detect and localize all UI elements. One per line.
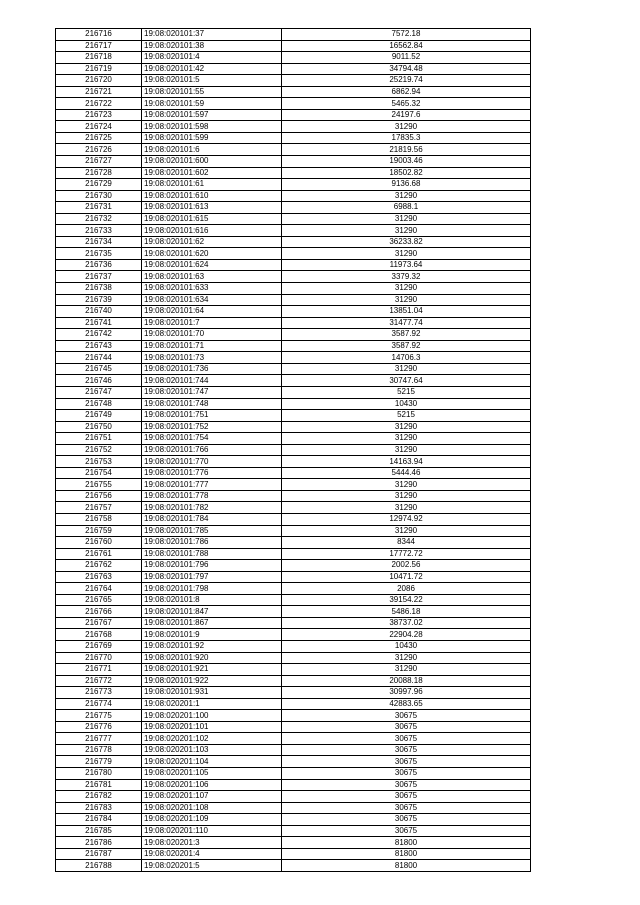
cadastral-number-cell: 19:08:020101:37 bbox=[142, 29, 282, 41]
row-id-cell: 216783 bbox=[56, 802, 142, 814]
row-id-cell: 216733 bbox=[56, 225, 142, 237]
value-cell: 14163.94 bbox=[282, 456, 531, 468]
value-cell: 5444.46 bbox=[282, 467, 531, 479]
cadastral-number-cell: 19:08:020101:620 bbox=[142, 248, 282, 260]
table-row bbox=[56, 190, 531, 202]
value-cell: 31290 bbox=[282, 294, 531, 306]
row-id-cell: 216773 bbox=[56, 687, 142, 699]
value-cell: 5486.18 bbox=[282, 606, 531, 618]
value-cell: 31290 bbox=[282, 444, 531, 456]
row-id-cell: 216724 bbox=[56, 121, 142, 133]
value-cell: 13851.04 bbox=[282, 306, 531, 318]
cadastral-number-cell: 19:08:020201:4 bbox=[142, 848, 282, 860]
cadastral-number-cell: 19:08:020101:38 bbox=[142, 40, 282, 52]
value-cell: 5215 bbox=[282, 386, 531, 398]
cadastral-number-cell: 19:08:020101:788 bbox=[142, 548, 282, 560]
cadastral-number-cell: 19:08:020101:752 bbox=[142, 421, 282, 433]
table-row bbox=[56, 571, 531, 583]
value-cell: 30675 bbox=[282, 779, 531, 791]
value-cell: 31290 bbox=[282, 479, 531, 491]
cadastral-number-cell: 19:08:020101:633 bbox=[142, 283, 282, 295]
table-row bbox=[56, 29, 531, 41]
value-cell: 5215 bbox=[282, 410, 531, 422]
value-cell: 31290 bbox=[282, 652, 531, 664]
row-id-cell: 216742 bbox=[56, 329, 142, 341]
cadastral-number-cell: 19:08:020101:600 bbox=[142, 156, 282, 168]
cadastral-number-cell: 19:08:020101:796 bbox=[142, 560, 282, 572]
cadastral-number-cell: 19:08:020101:797 bbox=[142, 571, 282, 583]
table-row bbox=[56, 640, 531, 652]
row-id-cell: 216756 bbox=[56, 490, 142, 502]
value-cell: 2002.56 bbox=[282, 560, 531, 572]
row-id-cell: 216720 bbox=[56, 75, 142, 87]
value-cell: 21819.56 bbox=[282, 144, 531, 156]
row-id-cell: 216740 bbox=[56, 306, 142, 318]
row-id-cell: 216758 bbox=[56, 513, 142, 525]
cadastral-number-cell: 19:08:020101:6 bbox=[142, 144, 282, 156]
cadastral-number-cell: 19:08:020201:110 bbox=[142, 825, 282, 837]
row-id-cell: 216753 bbox=[56, 456, 142, 468]
value-cell: 25219.74 bbox=[282, 75, 531, 87]
row-id-cell: 216752 bbox=[56, 444, 142, 456]
row-id-cell: 216782 bbox=[56, 791, 142, 803]
table-row bbox=[56, 410, 531, 422]
table-row bbox=[56, 259, 531, 271]
cadastral-number-cell: 19:08:020101:5 bbox=[142, 75, 282, 87]
table-row bbox=[56, 294, 531, 306]
table-row bbox=[56, 583, 531, 595]
row-id-cell: 216728 bbox=[56, 167, 142, 179]
row-id-cell: 216770 bbox=[56, 652, 142, 664]
table-row bbox=[56, 225, 531, 237]
value-cell: 2086 bbox=[282, 583, 531, 595]
cadastral-number-cell: 19:08:020101:785 bbox=[142, 525, 282, 537]
table-row bbox=[56, 629, 531, 641]
row-id-cell: 216771 bbox=[56, 664, 142, 676]
table-row bbox=[56, 40, 531, 52]
cadastral-number-cell: 19:08:020101:63 bbox=[142, 271, 282, 283]
table-row bbox=[56, 109, 531, 121]
cadastral-number-cell: 19:08:020101:777 bbox=[142, 479, 282, 491]
value-cell: 18502.82 bbox=[282, 167, 531, 179]
row-id-cell: 216776 bbox=[56, 721, 142, 733]
row-id-cell: 216761 bbox=[56, 548, 142, 560]
cadastral-number-cell: 19:08:020101:616 bbox=[142, 225, 282, 237]
table-row bbox=[56, 329, 531, 341]
table-row bbox=[56, 202, 531, 214]
row-id-cell: 216786 bbox=[56, 837, 142, 849]
table-row bbox=[56, 502, 531, 514]
row-id-cell: 216774 bbox=[56, 698, 142, 710]
row-id-cell: 216726 bbox=[56, 144, 142, 156]
value-cell: 3379.32 bbox=[282, 271, 531, 283]
cadastral-number-cell: 19:08:020101:922 bbox=[142, 675, 282, 687]
value-cell: 31290 bbox=[282, 433, 531, 445]
row-id-cell: 216763 bbox=[56, 571, 142, 583]
value-cell: 42883.65 bbox=[282, 698, 531, 710]
cadastral-number-cell: 19:08:020101:747 bbox=[142, 386, 282, 398]
row-id-cell: 216749 bbox=[56, 410, 142, 422]
row-id-cell: 216764 bbox=[56, 583, 142, 595]
row-id-cell: 216746 bbox=[56, 375, 142, 387]
value-cell: 31290 bbox=[282, 363, 531, 375]
row-id-cell: 216725 bbox=[56, 132, 142, 144]
value-cell: 24197.6 bbox=[282, 109, 531, 121]
row-id-cell: 216751 bbox=[56, 433, 142, 445]
row-id-cell: 216745 bbox=[56, 363, 142, 375]
row-id-cell: 216731 bbox=[56, 202, 142, 214]
cadastral-number-cell: 19:08:020201:105 bbox=[142, 768, 282, 780]
row-id-cell: 216727 bbox=[56, 156, 142, 168]
row-id-cell: 216787 bbox=[56, 848, 142, 860]
table-row bbox=[56, 467, 531, 479]
cadastral-number-cell: 19:08:020101:615 bbox=[142, 213, 282, 225]
row-id-cell: 216780 bbox=[56, 768, 142, 780]
value-cell: 39154.22 bbox=[282, 594, 531, 606]
cadastral-number-cell: 19:08:020101:4 bbox=[142, 52, 282, 64]
row-id-cell: 216765 bbox=[56, 594, 142, 606]
table-row bbox=[56, 283, 531, 295]
value-cell: 3587.92 bbox=[282, 329, 531, 341]
table-row bbox=[56, 386, 531, 398]
row-id-cell: 216747 bbox=[56, 386, 142, 398]
table-row bbox=[56, 802, 531, 814]
table-row bbox=[56, 52, 531, 64]
row-id-cell: 216772 bbox=[56, 675, 142, 687]
value-cell: 30675 bbox=[282, 733, 531, 745]
table-row bbox=[56, 756, 531, 768]
value-cell: 10471.72 bbox=[282, 571, 531, 583]
cadastral-number-cell: 19:08:020101:847 bbox=[142, 606, 282, 618]
cadastral-number-cell: 19:08:020101:9 bbox=[142, 629, 282, 641]
row-id-cell: 216723 bbox=[56, 109, 142, 121]
cadastral-number-cell: 19:08:020201:109 bbox=[142, 814, 282, 826]
table-row bbox=[56, 86, 531, 98]
value-cell: 31290 bbox=[282, 664, 531, 676]
table-row bbox=[56, 744, 531, 756]
cadastral-number-cell: 19:08:020101:61 bbox=[142, 179, 282, 191]
cadastral-number-cell: 19:08:020101:8 bbox=[142, 594, 282, 606]
row-id-cell: 216766 bbox=[56, 606, 142, 618]
row-id-cell: 216775 bbox=[56, 710, 142, 722]
table-row bbox=[56, 594, 531, 606]
table-row bbox=[56, 606, 531, 618]
table-row bbox=[56, 848, 531, 860]
value-cell: 31290 bbox=[282, 248, 531, 260]
value-cell: 31477.74 bbox=[282, 317, 531, 329]
table-row bbox=[56, 317, 531, 329]
value-cell: 12974.92 bbox=[282, 513, 531, 525]
cadastral-number-cell: 19:08:020201:101 bbox=[142, 721, 282, 733]
table-row bbox=[56, 248, 531, 260]
cadastral-number-cell: 19:08:020201:102 bbox=[142, 733, 282, 745]
value-cell: 16562.84 bbox=[282, 40, 531, 52]
cadastral-number-cell: 19:08:020101:55 bbox=[142, 86, 282, 98]
value-cell: 30675 bbox=[282, 756, 531, 768]
table-row bbox=[56, 779, 531, 791]
row-id-cell: 216738 bbox=[56, 283, 142, 295]
table-row bbox=[56, 375, 531, 387]
value-cell: 36233.82 bbox=[282, 236, 531, 248]
data-table bbox=[55, 28, 531, 872]
table-row bbox=[56, 156, 531, 168]
value-cell: 30675 bbox=[282, 721, 531, 733]
value-cell: 17772.72 bbox=[282, 548, 531, 560]
table-row bbox=[56, 444, 531, 456]
cadastral-number-cell: 19:08:020201:108 bbox=[142, 802, 282, 814]
row-id-cell: 216743 bbox=[56, 340, 142, 352]
value-cell: 9011.52 bbox=[282, 52, 531, 64]
row-id-cell: 216719 bbox=[56, 63, 142, 75]
table-row bbox=[56, 825, 531, 837]
cadastral-number-cell: 19:08:020101:867 bbox=[142, 617, 282, 629]
table-row bbox=[56, 213, 531, 225]
table-row bbox=[56, 664, 531, 676]
row-id-cell: 216778 bbox=[56, 744, 142, 756]
table-row bbox=[56, 837, 531, 849]
cadastral-number-cell: 19:08:020101:599 bbox=[142, 132, 282, 144]
cadastral-number-cell: 19:08:020101:776 bbox=[142, 467, 282, 479]
value-cell: 11973.64 bbox=[282, 259, 531, 271]
row-id-cell: 216736 bbox=[56, 259, 142, 271]
value-cell: 17835.3 bbox=[282, 132, 531, 144]
cadastral-number-cell: 19:08:020201:100 bbox=[142, 710, 282, 722]
table-row bbox=[56, 352, 531, 364]
cadastral-number-cell: 19:08:020201:103 bbox=[142, 744, 282, 756]
table-row bbox=[56, 537, 531, 549]
value-cell: 6862.94 bbox=[282, 86, 531, 98]
row-id-cell: 216722 bbox=[56, 98, 142, 110]
row-id-cell: 216744 bbox=[56, 352, 142, 364]
row-id-cell: 216717 bbox=[56, 40, 142, 52]
table-row bbox=[56, 63, 531, 75]
row-id-cell: 216781 bbox=[56, 779, 142, 791]
cadastral-number-cell: 19:08:020101:766 bbox=[142, 444, 282, 456]
value-cell: 19003.46 bbox=[282, 156, 531, 168]
value-cell: 20088.18 bbox=[282, 675, 531, 687]
row-id-cell: 216718 bbox=[56, 52, 142, 64]
cadastral-number-cell: 19:08:020101:921 bbox=[142, 664, 282, 676]
cadastral-number-cell: 19:08:020201:3 bbox=[142, 837, 282, 849]
value-cell: 31290 bbox=[282, 502, 531, 514]
row-id-cell: 216777 bbox=[56, 733, 142, 745]
row-id-cell: 216737 bbox=[56, 271, 142, 283]
cadastral-number-cell: 19:08:020101:42 bbox=[142, 63, 282, 75]
table-row bbox=[56, 271, 531, 283]
cadastral-number-cell: 19:08:020101:784 bbox=[142, 513, 282, 525]
row-id-cell: 216757 bbox=[56, 502, 142, 514]
cadastral-number-cell: 19:08:020101:624 bbox=[142, 259, 282, 271]
value-cell: 30675 bbox=[282, 802, 531, 814]
value-cell: 81800 bbox=[282, 848, 531, 860]
cadastral-number-cell: 19:08:020101:598 bbox=[142, 121, 282, 133]
cadastral-number-cell: 19:08:020101:931 bbox=[142, 687, 282, 699]
cadastral-number-cell: 19:08:020101:770 bbox=[142, 456, 282, 468]
value-cell: 30997.96 bbox=[282, 687, 531, 699]
table-row bbox=[56, 687, 531, 699]
table-body bbox=[56, 29, 531, 872]
table-row bbox=[56, 525, 531, 537]
row-id-cell: 216741 bbox=[56, 317, 142, 329]
cadastral-number-cell: 19:08:020201:106 bbox=[142, 779, 282, 791]
table-row bbox=[56, 814, 531, 826]
value-cell: 81800 bbox=[282, 837, 531, 849]
row-id-cell: 216785 bbox=[56, 825, 142, 837]
cadastral-number-cell: 19:08:020101:744 bbox=[142, 375, 282, 387]
value-cell: 30675 bbox=[282, 744, 531, 756]
table-row bbox=[56, 179, 531, 191]
table-row bbox=[56, 306, 531, 318]
value-cell: 81800 bbox=[282, 860, 531, 872]
value-cell: 30675 bbox=[282, 710, 531, 722]
cadastral-number-cell: 19:08:020201:1 bbox=[142, 698, 282, 710]
row-id-cell: 216739 bbox=[56, 294, 142, 306]
cadastral-number-cell: 19:08:020101:786 bbox=[142, 537, 282, 549]
value-cell: 30675 bbox=[282, 768, 531, 780]
row-id-cell: 216762 bbox=[56, 560, 142, 572]
table-row bbox=[56, 860, 531, 872]
table-row bbox=[56, 433, 531, 445]
table-row bbox=[56, 421, 531, 433]
cadastral-number-cell: 19:08:020101:782 bbox=[142, 502, 282, 514]
cadastral-number-cell: 19:08:020101:748 bbox=[142, 398, 282, 410]
table-row bbox=[56, 698, 531, 710]
value-cell: 31290 bbox=[282, 421, 531, 433]
value-cell: 31290 bbox=[282, 283, 531, 295]
value-cell: 8344 bbox=[282, 537, 531, 549]
row-id-cell: 216716 bbox=[56, 29, 142, 41]
value-cell: 14706.3 bbox=[282, 352, 531, 364]
table-row bbox=[56, 710, 531, 722]
cadastral-number-cell: 19:08:020101:736 bbox=[142, 363, 282, 375]
row-id-cell: 216750 bbox=[56, 421, 142, 433]
value-cell: 30675 bbox=[282, 825, 531, 837]
row-id-cell: 216755 bbox=[56, 479, 142, 491]
row-id-cell: 216767 bbox=[56, 617, 142, 629]
cadastral-number-cell: 19:08:020101:71 bbox=[142, 340, 282, 352]
table-row bbox=[56, 98, 531, 110]
value-cell: 22904.28 bbox=[282, 629, 531, 641]
table-row bbox=[56, 490, 531, 502]
table-row bbox=[56, 560, 531, 572]
cadastral-number-cell: 19:08:020101:62 bbox=[142, 236, 282, 248]
row-id-cell: 216729 bbox=[56, 179, 142, 191]
table-row bbox=[56, 768, 531, 780]
table-row bbox=[56, 617, 531, 629]
value-cell: 31290 bbox=[282, 490, 531, 502]
cadastral-number-cell: 19:08:020201:104 bbox=[142, 756, 282, 768]
table-row bbox=[56, 398, 531, 410]
table-row bbox=[56, 721, 531, 733]
cadastral-number-cell: 19:08:020101:7 bbox=[142, 317, 282, 329]
table-row bbox=[56, 363, 531, 375]
value-cell: 34794.48 bbox=[282, 63, 531, 75]
cadastral-number-cell: 19:08:020201:107 bbox=[142, 791, 282, 803]
table-row bbox=[56, 791, 531, 803]
value-cell: 31290 bbox=[282, 121, 531, 133]
cadastral-number-cell: 19:08:020101:778 bbox=[142, 490, 282, 502]
row-id-cell: 216788 bbox=[56, 860, 142, 872]
table-row bbox=[56, 733, 531, 745]
value-cell: 38737.02 bbox=[282, 617, 531, 629]
value-cell: 30747.64 bbox=[282, 375, 531, 387]
row-id-cell: 216748 bbox=[56, 398, 142, 410]
row-id-cell: 216721 bbox=[56, 86, 142, 98]
row-id-cell: 216732 bbox=[56, 213, 142, 225]
row-id-cell: 216730 bbox=[56, 190, 142, 202]
cadastral-number-cell: 19:08:020101:634 bbox=[142, 294, 282, 306]
cadastral-number-cell: 19:08:020201:5 bbox=[142, 860, 282, 872]
value-cell: 3587.92 bbox=[282, 340, 531, 352]
table-row bbox=[56, 132, 531, 144]
table-row bbox=[56, 75, 531, 87]
row-id-cell: 216754 bbox=[56, 467, 142, 479]
value-cell: 30675 bbox=[282, 791, 531, 803]
value-cell: 10430 bbox=[282, 640, 531, 652]
cadastral-number-cell: 19:08:020101:920 bbox=[142, 652, 282, 664]
value-cell: 7572.18 bbox=[282, 29, 531, 41]
row-id-cell: 216760 bbox=[56, 537, 142, 549]
cadastral-number-cell: 19:08:020101:798 bbox=[142, 583, 282, 595]
row-id-cell: 216734 bbox=[56, 236, 142, 248]
value-cell: 9136.68 bbox=[282, 179, 531, 191]
table-row bbox=[56, 121, 531, 133]
cadastral-number-cell: 19:08:020101:73 bbox=[142, 352, 282, 364]
value-cell: 6988.1 bbox=[282, 202, 531, 214]
table-row bbox=[56, 652, 531, 664]
cadastral-number-cell: 19:08:020101:59 bbox=[142, 98, 282, 110]
row-id-cell: 216768 bbox=[56, 629, 142, 641]
row-id-cell: 216769 bbox=[56, 640, 142, 652]
table-row bbox=[56, 456, 531, 468]
table-row bbox=[56, 144, 531, 156]
value-cell: 31290 bbox=[282, 225, 531, 237]
cadastral-number-cell: 19:08:020101:597 bbox=[142, 109, 282, 121]
table-row bbox=[56, 340, 531, 352]
cadastral-number-cell: 19:08:020101:613 bbox=[142, 202, 282, 214]
row-id-cell: 216784 bbox=[56, 814, 142, 826]
table-row bbox=[56, 513, 531, 525]
cadastral-number-cell: 19:08:020101:64 bbox=[142, 306, 282, 318]
table-row bbox=[56, 167, 531, 179]
table-row bbox=[56, 548, 531, 560]
value-cell: 31290 bbox=[282, 190, 531, 202]
cadastral-number-cell: 19:08:020101:751 bbox=[142, 410, 282, 422]
table-row bbox=[56, 479, 531, 491]
row-id-cell: 216735 bbox=[56, 248, 142, 260]
value-cell: 31290 bbox=[282, 525, 531, 537]
value-cell: 30675 bbox=[282, 814, 531, 826]
row-id-cell: 216779 bbox=[56, 756, 142, 768]
value-cell: 5465.32 bbox=[282, 98, 531, 110]
table-row bbox=[56, 236, 531, 248]
value-cell: 31290 bbox=[282, 213, 531, 225]
cadastral-number-cell: 19:08:020101:70 bbox=[142, 329, 282, 341]
row-id-cell: 216759 bbox=[56, 525, 142, 537]
cadastral-number-cell: 19:08:020101:92 bbox=[142, 640, 282, 652]
cadastral-number-cell: 19:08:020101:754 bbox=[142, 433, 282, 445]
cadastral-number-cell: 19:08:020101:610 bbox=[142, 190, 282, 202]
value-cell: 10430 bbox=[282, 398, 531, 410]
table-row bbox=[56, 675, 531, 687]
cadastral-number-cell: 19:08:020101:602 bbox=[142, 167, 282, 179]
